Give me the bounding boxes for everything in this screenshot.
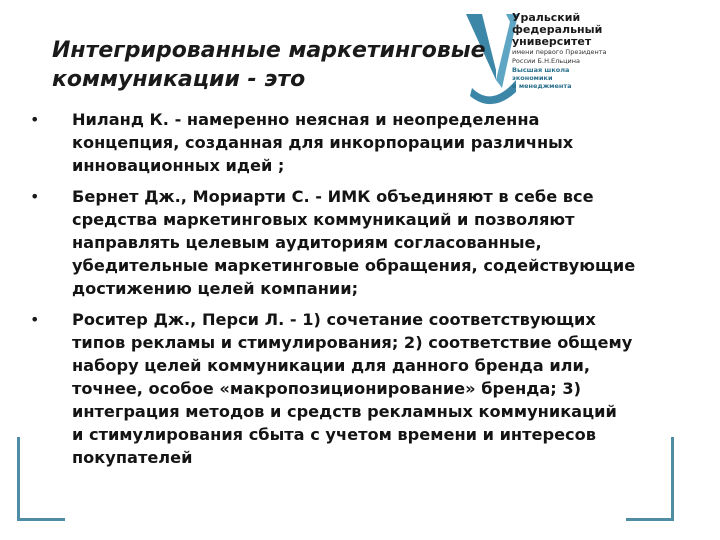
- bullet-list: [30, 108, 702, 477]
- decorative-corner-left: [17, 437, 65, 521]
- bullet-item: [30, 185, 702, 300]
- bullet-line: Ниланд К. - намеренно неясная и неопределенна: [72, 110, 540, 129]
- slide-title: [52, 36, 612, 94]
- title-line-1: Интегрированные маркетинговые: [52, 38, 486, 63]
- bullet-text: [72, 108, 702, 177]
- bullet-marker: •: [30, 310, 40, 329]
- bullet-line: средства маркетинговых коммуникаций и позволяют: [72, 210, 575, 229]
- logo-line-2: федеральный: [512, 23, 603, 36]
- logo-line-1: Уральский: [512, 11, 581, 24]
- title-line-2: коммуникации - это: [52, 67, 306, 92]
- decorative-corner-right: [626, 437, 674, 521]
- logo-school-3: и менеджмента: [512, 82, 572, 90]
- bullet-line: покупателей: [72, 448, 193, 467]
- logo-school-1: Высшая школа: [512, 66, 570, 74]
- logo-school-2: экономики: [512, 74, 553, 82]
- bullet-line: инновационных идей ;: [72, 156, 285, 175]
- bullet-line: концепция, созданная для инкорпорации различных: [72, 133, 574, 152]
- bullet-line: точнее, особое «макропозиционирование» бренда; 3): [72, 379, 582, 398]
- bullet-line: набору целей коммуникации для данного бренда или,: [72, 356, 591, 375]
- bullet-line: интеграция методов и средств рекламных коммуникаций: [72, 402, 617, 421]
- bullet-marker: •: [30, 110, 40, 129]
- bullet-line: Роситер Дж., Перси Л. - 1) сочетание соответствующих: [72, 310, 596, 329]
- logo-line-5: России Б.Н.Ельцина: [512, 57, 581, 65]
- bullet-line: типов рекламы и стимулирования; 2) соответствие общему: [72, 333, 633, 352]
- bullet-line: и стимулирования сбыта с учетом времени и интересов: [72, 425, 597, 444]
- bullet-line: убедительные маркетинговые обращения, содействующие: [72, 256, 636, 275]
- bullet-item: [30, 108, 702, 177]
- bullet-item: [30, 308, 702, 469]
- logo-line-3: университет: [512, 35, 592, 48]
- bullet-marker: •: [30, 187, 40, 206]
- bullet-line: Бернет Дж., Мориарти С. - ИМК объединяют в себе все: [72, 187, 594, 206]
- bullet-text: [72, 308, 702, 469]
- bullet-line: направлять целевым аудиториям согласованные,: [72, 233, 542, 252]
- bullet-line: достижению целей компании;: [72, 279, 359, 298]
- logo-line-4: имени первого Президента: [512, 48, 607, 56]
- bullet-text: [72, 185, 702, 300]
